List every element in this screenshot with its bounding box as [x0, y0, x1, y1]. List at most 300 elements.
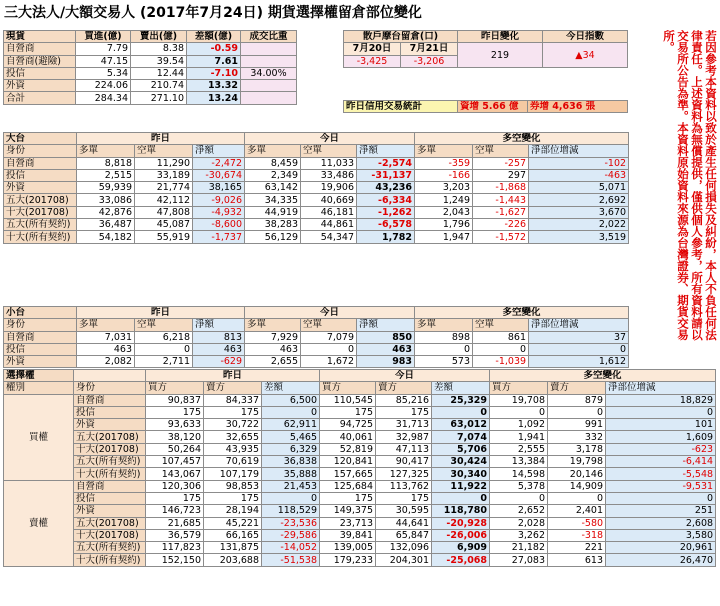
cell-value: 42,876 — [77, 206, 135, 218]
spot-row — [4, 55, 297, 67]
table-row — [4, 542, 716, 554]
cell-value: 30,424 — [432, 456, 490, 468]
spot-name: 投信 — [4, 67, 76, 79]
group-today: 今日 — [245, 307, 415, 319]
cell-value: 44,919 — [245, 206, 301, 218]
col-header: 買方 — [320, 382, 376, 394]
col-header: 空單 — [473, 145, 529, 157]
cell-value: 21,182 — [490, 542, 548, 554]
spot-row — [4, 43, 297, 55]
cell-value: 175 — [204, 492, 262, 504]
cell-value: 19,798 — [548, 456, 606, 468]
cell-value: -51,538 — [262, 554, 320, 566]
cell-value: 54,182 — [77, 231, 135, 243]
cell-value: 30,722 — [204, 419, 262, 431]
spot-ratio-blank — [241, 55, 297, 67]
cell-value: -463 — [529, 169, 629, 181]
col-header: 賣方 — [376, 382, 432, 394]
cell-value: 14,909 — [548, 480, 606, 492]
credit-table — [343, 100, 628, 113]
col-header: 賣方 — [204, 382, 262, 394]
spot-diff: 13.24 — [187, 92, 241, 104]
cell-value: -2,472 — [193, 157, 245, 169]
cell-value: 6,500 — [262, 394, 320, 406]
cell-value: 11,922 — [432, 480, 490, 492]
cell-value: 94,725 — [320, 419, 376, 431]
table-row — [4, 206, 629, 218]
cell-value: -6,414 — [606, 456, 716, 468]
col-header: 淨額 — [193, 319, 245, 331]
cell-value: 983 — [357, 356, 415, 368]
cell-value: 139,005 — [320, 542, 376, 554]
cell-value: 3,580 — [606, 529, 716, 541]
table-row — [4, 157, 629, 169]
cell-value: 38,165 — [193, 182, 245, 194]
cell-value: 152,150 — [146, 554, 204, 566]
col-header: 買方 — [146, 382, 204, 394]
cell-value: -9,026 — [193, 194, 245, 206]
row-label: 自營商 — [4, 331, 77, 343]
cell-value: 62,911 — [262, 419, 320, 431]
cell-value: 45,221 — [204, 517, 262, 529]
cell-value: 33,086 — [77, 194, 135, 206]
cell-value: 2,692 — [529, 194, 629, 206]
cell-value: 297 — [473, 169, 529, 181]
cell-value: -1,737 — [193, 231, 245, 243]
col-header: 淨部位增減 — [529, 145, 629, 157]
cell-value: -1,039 — [473, 356, 529, 368]
cell-value: 5,706 — [432, 443, 490, 455]
cell-value: 47,113 — [376, 443, 432, 455]
cell-value: 132,096 — [376, 542, 432, 554]
cell-value: 34,335 — [245, 194, 301, 206]
spot-header: 現貨 — [4, 31, 76, 43]
cell-value: 43,236 — [357, 182, 415, 194]
spot-buy: 47.15 — [76, 55, 131, 67]
cell-value: -580 — [548, 517, 606, 529]
cell-value: 2,555 — [490, 443, 548, 455]
cell-value: 33,486 — [301, 169, 357, 181]
cell-value: 850 — [357, 331, 415, 343]
cell-value: 55,919 — [135, 231, 193, 243]
cell-value: 37 — [529, 331, 629, 343]
cell-value: 3,670 — [529, 206, 629, 218]
cell-value: 127,325 — [376, 468, 432, 480]
cell-value: 332 — [548, 431, 606, 443]
row-label: 外資 — [74, 419, 146, 431]
cell-value: 6,329 — [262, 443, 320, 455]
spot-header: 差額(億) — [187, 31, 241, 43]
cell-value: 175 — [376, 492, 432, 504]
cell-value: 21,774 — [135, 182, 193, 194]
spot-buy: 5.34 — [76, 67, 131, 79]
table-row — [4, 394, 716, 406]
spot-ratio-blank — [241, 92, 297, 104]
cell-value: 175 — [320, 406, 376, 418]
cell-value: -226 — [473, 219, 529, 231]
row-label: 十大(201708) — [74, 443, 146, 455]
cell-value: -26,006 — [432, 529, 490, 541]
cell-value: 110,545 — [320, 394, 376, 406]
cell-value: 146,723 — [146, 505, 204, 517]
cell-value: 2,655 — [245, 356, 301, 368]
cell-value: 5,465 — [262, 431, 320, 443]
cell-value: -6,334 — [357, 194, 415, 206]
cell-value: 5,378 — [490, 480, 548, 492]
spot-header: 成交比重 — [241, 31, 297, 43]
spot-buy: 284.34 — [76, 92, 131, 104]
spot-sell: 210.74 — [131, 80, 187, 92]
cell-value: 5,071 — [529, 182, 629, 194]
cell-value: 3,262 — [490, 529, 548, 541]
cell-value: 1,941 — [490, 431, 548, 443]
cell-value: 0 — [432, 492, 490, 504]
table-row — [4, 194, 629, 206]
table-row — [4, 356, 629, 368]
cell-value: 21,453 — [262, 480, 320, 492]
spot-table — [3, 30, 297, 105]
cell-value: 179,233 — [320, 554, 376, 566]
row-label: 五大(201708) — [74, 517, 146, 529]
spot-diff: 7.61 — [187, 55, 241, 67]
row-label: 投信 — [74, 492, 146, 504]
cell-value: 2,043 — [415, 206, 473, 218]
cell-value: 25,329 — [432, 394, 490, 406]
cell-value: 991 — [548, 419, 606, 431]
cell-value: 0 — [262, 492, 320, 504]
cell-value: 47,808 — [135, 206, 193, 218]
col-header: 空單 — [135, 319, 193, 331]
spot-diff: -7.10 — [187, 67, 241, 79]
yday-change-value: 219 — [458, 43, 543, 68]
cell-value: -257 — [473, 157, 529, 169]
spot-ratio: 34.00% — [241, 67, 297, 79]
col-header: 淨額 — [357, 145, 415, 157]
col-header: 淨部位增減 — [606, 382, 716, 394]
row-label: 投信 — [4, 169, 77, 181]
cell-value: 52,819 — [320, 443, 376, 455]
cell-value: 19,906 — [301, 182, 357, 194]
table-row — [4, 517, 716, 529]
group-yesterday: 昨日 — [77, 133, 245, 145]
cell-value: 898 — [415, 331, 473, 343]
cell-value: 0 — [473, 343, 529, 355]
retail-header: 散戶摩台留倉(口) — [344, 31, 458, 43]
disclaimer-notice: 若因參考本資料以致於產生任何損失及糾紛，本人不負任何法律責任。上述資料為無償提供，僅供個人參考，所有資料請以交易所公告為準。本資料原始資料來源為台灣證券、期貨交易所。 — [662, 30, 718, 341]
cell-value: 0 — [432, 406, 490, 418]
table-row — [4, 419, 716, 431]
row-label: 五大(所有契約) — [74, 542, 146, 554]
spot-name: 自營商(避險) — [4, 55, 76, 67]
cell-value: 6,909 — [432, 542, 490, 554]
cell-value: 7,929 — [245, 331, 301, 343]
cell-value: -4,932 — [193, 206, 245, 218]
group-yesterday: 昨日 — [77, 307, 245, 319]
cell-value: 2,711 — [135, 356, 193, 368]
row-label: 外資 — [74, 505, 146, 517]
today-index-value: ▲34 — [543, 43, 628, 68]
spot-sell: 39.54 — [131, 55, 187, 67]
yday-change-header: 昨日變化 — [458, 31, 543, 43]
cell-value: 13,384 — [490, 456, 548, 468]
cell-value: 157,665 — [320, 468, 376, 480]
row-label: 外資 — [4, 356, 77, 368]
cell-value: 2,401 — [548, 505, 606, 517]
cell-value: 70,619 — [204, 456, 262, 468]
retail-date2: 7月21日 — [401, 43, 458, 55]
table-row — [4, 505, 716, 517]
row-label: 十大(所有契約) — [4, 231, 77, 243]
row-label: 十大(所有契約) — [74, 554, 146, 566]
cell-value: 175 — [146, 406, 204, 418]
cell-value: 463 — [245, 343, 301, 355]
cell-value: 33,189 — [135, 169, 193, 181]
cell-value: 463 — [77, 343, 135, 355]
cell-value: -14,052 — [262, 542, 320, 554]
col-header: 賣方 — [548, 382, 606, 394]
retail-value1: -3,425 — [344, 55, 401, 67]
table-row — [4, 169, 629, 181]
table-row — [4, 492, 716, 504]
row-label: 自營商 — [74, 480, 146, 492]
cell-value: 0 — [135, 343, 193, 355]
cell-value: -623 — [606, 443, 716, 455]
col-header: 權別 — [4, 382, 74, 394]
credit-label: 昨日信用交易統計 — [344, 101, 458, 113]
cell-value: 84,337 — [204, 394, 262, 406]
cell-value: 143,067 — [146, 468, 204, 480]
cell-value: 85,216 — [376, 394, 432, 406]
cell-value: -2,574 — [357, 157, 415, 169]
cell-value: 11,033 — [301, 157, 357, 169]
spot-row — [4, 92, 297, 104]
table-row — [4, 182, 629, 194]
cell-value: 0 — [490, 492, 548, 504]
cell-value: 31,713 — [376, 419, 432, 431]
cell-value: 14,598 — [490, 468, 548, 480]
cell-value: 39,841 — [320, 529, 376, 541]
spot-name: 外資 — [4, 80, 76, 92]
col-header: 多單 — [245, 319, 301, 331]
cell-value: 20,146 — [548, 468, 606, 480]
cell-value: 463 — [193, 343, 245, 355]
cell-value: -9,531 — [606, 480, 716, 492]
spot-ratio-blank — [241, 43, 297, 55]
cell-value: 28,194 — [204, 505, 262, 517]
cell-value: 0 — [415, 343, 473, 355]
col-header: 空單 — [473, 319, 529, 331]
cell-value: 118,780 — [432, 505, 490, 517]
cell-value: 56,129 — [245, 231, 301, 243]
col-header: 多單 — [415, 319, 473, 331]
col-header: 差額 — [432, 382, 490, 394]
cell-value: 2,608 — [606, 517, 716, 529]
group-change: 多空變化 — [415, 133, 629, 145]
small-title: 小台 — [4, 307, 77, 319]
cell-value: 40,669 — [301, 194, 357, 206]
cell-value: 107,457 — [146, 456, 204, 468]
cell-value: 101 — [606, 419, 716, 431]
cell-value: 175 — [376, 406, 432, 418]
cell-value: 36,579 — [146, 529, 204, 541]
cell-value: 118,529 — [262, 505, 320, 517]
spot-sell: 8.38 — [131, 43, 187, 55]
cell-value: -5,548 — [606, 468, 716, 480]
cell-value: 3,519 — [529, 231, 629, 243]
cell-value: -318 — [548, 529, 606, 541]
table-row — [4, 529, 716, 541]
table-row — [4, 231, 629, 243]
cell-value: 90,417 — [376, 456, 432, 468]
col-header: 身份 — [74, 382, 146, 394]
cell-value: 90,837 — [146, 394, 204, 406]
cell-value: 113,762 — [376, 480, 432, 492]
table-row — [4, 480, 716, 492]
big-title: 大台 — [4, 133, 77, 145]
spot-header: 賣出(億) — [131, 31, 187, 43]
row-label: 投信 — [4, 343, 77, 355]
cell-value: -23,536 — [262, 517, 320, 529]
cell-value: 204,301 — [376, 554, 432, 566]
cell-value: 50,264 — [146, 443, 204, 455]
cell-value: 0 — [301, 343, 357, 355]
cell-value: 120,841 — [320, 456, 376, 468]
cell-value: -1,262 — [357, 206, 415, 218]
cell-value: 54,347 — [301, 231, 357, 243]
row-label: 十大(201708) — [4, 206, 77, 218]
spot-diff: -0.59 — [187, 43, 241, 55]
cell-value: 1,672 — [301, 356, 357, 368]
cell-value: 45,087 — [135, 219, 193, 231]
cell-value: 131,875 — [204, 542, 262, 554]
cell-value: 42,112 — [135, 194, 193, 206]
cell-value: 117,823 — [146, 542, 204, 554]
table-row — [4, 219, 629, 231]
spot-row — [4, 67, 297, 79]
col-header: 多單 — [245, 145, 301, 157]
cell-value: 20,961 — [606, 542, 716, 554]
col-header: 差額 — [262, 382, 320, 394]
table-row — [4, 431, 716, 443]
table-row — [4, 443, 716, 455]
cell-value: 30,340 — [432, 468, 490, 480]
cell-value: 3,178 — [548, 443, 606, 455]
cell-value: 36,838 — [262, 456, 320, 468]
cell-value: 2,028 — [490, 517, 548, 529]
cell-value: 0 — [490, 406, 548, 418]
cell-value: 0 — [262, 406, 320, 418]
cell-value: 0 — [529, 343, 629, 355]
spot-name: 合計 — [4, 92, 76, 104]
table-row — [4, 456, 716, 468]
cell-value: 63,142 — [245, 182, 301, 194]
col-header: 多單 — [77, 145, 135, 157]
cell-value: 59,939 — [77, 182, 135, 194]
cell-value: 175 — [146, 492, 204, 504]
retail-table — [343, 30, 628, 68]
spot-sell: 271.10 — [131, 92, 187, 104]
row-label: 五大(201708) — [4, 194, 77, 206]
table-row — [4, 468, 716, 480]
options-title: 選擇權 — [4, 370, 74, 382]
row-label: 自營商 — [4, 157, 77, 169]
cell-value: 21,685 — [146, 517, 204, 529]
cell-value: 2,022 — [529, 219, 629, 231]
row-label: 外資 — [4, 182, 77, 194]
cell-value: 38,283 — [245, 219, 301, 231]
spot-diff: 13.32 — [187, 80, 241, 92]
cell-value: -20,928 — [432, 517, 490, 529]
cell-value: 203,688 — [204, 554, 262, 566]
col-header: 空單 — [301, 145, 357, 157]
cell-value: 63,012 — [432, 419, 490, 431]
spot-header: 買進(億) — [76, 31, 131, 43]
cell-value: 43,935 — [204, 443, 262, 455]
col-header: 淨部位增減 — [529, 319, 629, 331]
cell-value: 463 — [357, 343, 415, 355]
spot-buy: 7.79 — [76, 43, 131, 55]
cell-value: 26,470 — [606, 554, 716, 566]
cell-value: 32,987 — [376, 431, 432, 443]
cell-value: 861 — [473, 331, 529, 343]
credit-margin: 資增 5.66 億 — [458, 101, 528, 113]
cell-value: 11,290 — [135, 157, 193, 169]
col-header: 身份 — [4, 319, 77, 331]
cell-value: -359 — [415, 157, 473, 169]
group-today: 今日 — [320, 370, 490, 382]
cell-value: 175 — [320, 492, 376, 504]
cell-value: 1,092 — [490, 419, 548, 431]
cell-value: 0 — [548, 492, 606, 504]
col-header: 空單 — [301, 319, 357, 331]
cell-value: -1,572 — [473, 231, 529, 243]
group-change: 多空變化 — [490, 370, 716, 382]
spot-sell: 12.44 — [131, 67, 187, 79]
group-change: 多空變化 — [415, 307, 629, 319]
cell-value: -8,600 — [193, 219, 245, 231]
cell-value: 46,181 — [301, 206, 357, 218]
col-header: 多單 — [77, 319, 135, 331]
cell-value: 573 — [415, 356, 473, 368]
options-table — [3, 369, 716, 567]
cell-value: 93,633 — [146, 419, 204, 431]
cell-value: 98,853 — [204, 480, 262, 492]
row-label: 自營商 — [74, 394, 146, 406]
cell-value: 0 — [548, 406, 606, 418]
row-label: 五大(所有契約) — [4, 219, 77, 231]
cell-value: 1,782 — [357, 231, 415, 243]
cell-value: -31,137 — [357, 169, 415, 181]
cell-value: 2,652 — [490, 505, 548, 517]
big-futures-table — [3, 132, 629, 244]
cell-value: 1,612 — [529, 356, 629, 368]
credit-short: 券增 4,636 張 — [528, 101, 628, 113]
cell-value: -29,586 — [262, 529, 320, 541]
col-header: 空單 — [135, 145, 193, 157]
row-label: 十大(所有契約) — [74, 468, 146, 480]
row-label: 五大(201708) — [74, 431, 146, 443]
call-group-label: 買權 — [4, 394, 74, 480]
cell-value: -30,674 — [193, 169, 245, 181]
cell-value: 6,218 — [135, 331, 193, 343]
table-row — [4, 331, 629, 343]
cell-value: 107,179 — [204, 468, 262, 480]
cell-value: 2,515 — [77, 169, 135, 181]
table-row — [4, 406, 716, 418]
group-yesterday: 昨日 — [146, 370, 320, 382]
group-today: 今日 — [245, 133, 415, 145]
small-futures-table — [3, 306, 629, 368]
